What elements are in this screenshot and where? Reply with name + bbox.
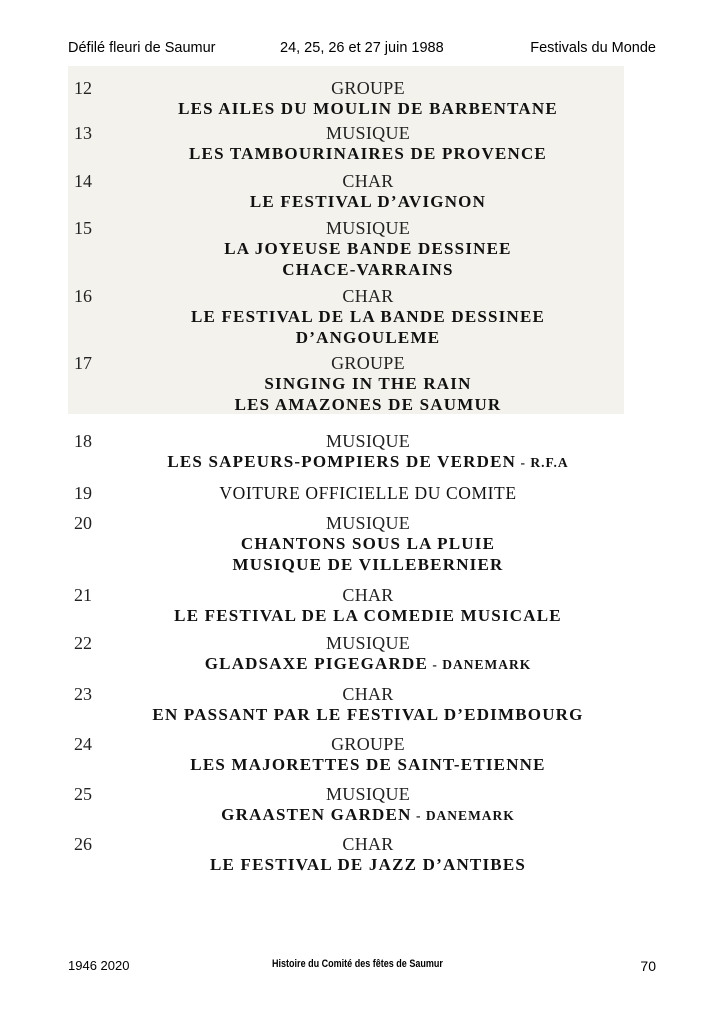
entry-number: 14 <box>74 171 92 191</box>
entry-number: 16 <box>74 286 92 306</box>
parade-entry <box>60 123 676 164</box>
entry-name-text: LE FESTIVAL DE LA BANDE DESSINEE <box>190 307 546 326</box>
entry-country: R.F.A <box>530 455 569 470</box>
entry-name-text: GRAASTEN GARDEN <box>221 805 412 824</box>
parade-entry <box>60 513 676 575</box>
parade-entry <box>60 633 676 675</box>
entry-number: 21 <box>74 585 92 605</box>
entry-name <box>60 394 676 415</box>
entry-name-text: VOITURE OFFICIELLE DU COMITE <box>219 483 517 503</box>
entry-country: DANEMARK <box>425 808 515 823</box>
entry-name-text: LA JOYEUSE BANDE DESSINEE <box>224 239 512 258</box>
entry-country: DANEMARK <box>442 657 532 672</box>
parade-entry <box>60 684 676 725</box>
parade-entry <box>60 784 676 826</box>
parade-entry <box>60 218 676 280</box>
parade-entry <box>60 734 676 775</box>
entry-name-text: CHACE-VARRAINS <box>282 260 454 279</box>
country-separator: - <box>516 455 531 470</box>
entry-number: 17 <box>74 353 92 373</box>
entry-name <box>60 98 676 119</box>
entry-name <box>60 754 676 775</box>
header-section-title: Festivals du Monde <box>530 40 656 56</box>
parade-entry <box>60 171 676 212</box>
entry-name <box>60 854 676 875</box>
entry-name-text: GLADSAXE PIGEGARDE <box>204 654 429 673</box>
entry-category: GROUPE <box>331 353 405 373</box>
entry-number: 22 <box>74 633 92 653</box>
entry-number: 15 <box>74 218 92 238</box>
footer-book-title: Histoire du Comité des fêtes de Saumur <box>272 958 443 970</box>
header-dates: 24, 25, 26 et 27 juin 1988 <box>280 40 444 56</box>
entry-name-text: LE FESTIVAL D’AVIGNON <box>249 192 487 211</box>
entry-number: 19 <box>74 483 92 503</box>
entry-name <box>60 143 676 164</box>
entry-number: 18 <box>74 431 92 451</box>
entry-number: 24 <box>74 734 92 754</box>
entry-number: 26 <box>74 834 92 854</box>
parade-entry <box>60 483 676 504</box>
parade-entry <box>60 431 676 473</box>
entry-category: CHAR <box>342 684 394 704</box>
entry-name-text: EN PASSANT PAR LE FESTIVAL D’EDIMBOURG <box>152 705 584 724</box>
entry-category: MUSIQUE <box>325 123 411 143</box>
entry-name <box>60 483 676 504</box>
entry-name-text: LES TAMBOURINAIRES DE PROVENCE <box>189 144 547 163</box>
entry-name <box>60 704 676 725</box>
entry-name-text: LES AILES DU MOULIN DE BARBENTANE <box>178 99 558 118</box>
entry-name <box>60 605 676 626</box>
parade-entry <box>60 78 676 119</box>
entry-category: GROUPE <box>331 734 405 754</box>
entry-name <box>60 533 676 554</box>
entry-name <box>60 306 676 327</box>
entry-name <box>60 259 676 280</box>
entry-name <box>60 451 676 473</box>
entry-name <box>60 191 676 212</box>
entry-name-text: MUSIQUE DE VILLEBERNIER <box>232 555 504 574</box>
entry-number: 20 <box>74 513 92 533</box>
header-event-title: Défilé fleuri de Saumur <box>68 40 216 56</box>
entry-name <box>60 238 676 259</box>
entry-name-text: LES AMAZONES DE SAUMUR <box>234 395 502 414</box>
parade-entry <box>60 585 676 626</box>
entry-name <box>60 554 676 575</box>
footer-years: 1946 2020 <box>68 958 130 973</box>
entry-category: MUSIQUE <box>325 513 411 533</box>
entry-category: MUSIQUE <box>325 431 411 451</box>
parade-entry <box>60 286 676 348</box>
entry-category: MUSIQUE <box>325 633 411 653</box>
entry-name-text: SINGING IN THE RAIN <box>264 374 472 393</box>
entry-name <box>60 653 676 675</box>
parade-entry <box>60 353 676 415</box>
entry-category: CHAR <box>342 834 394 854</box>
entry-name-text: CHANTONS SOUS LA PLUIE <box>240 534 496 553</box>
entry-name-text: LE FESTIVAL DE LA COMEDIE MUSICALE <box>174 606 562 625</box>
entry-number: 23 <box>74 684 92 704</box>
entry-category: CHAR <box>342 585 394 605</box>
entry-number: 12 <box>74 78 92 98</box>
entry-category: CHAR <box>342 171 394 191</box>
entry-name <box>60 327 676 348</box>
country-separator: - <box>411 808 426 823</box>
entry-name <box>60 804 676 826</box>
entry-category: GROUPE <box>331 78 405 98</box>
entry-category: CHAR <box>342 286 394 306</box>
entry-name-text: D’ANGOULEME <box>295 328 441 347</box>
entry-name-text: LES MAJORETTES DE SAINT-ETIENNE <box>190 755 546 774</box>
country-separator: - <box>428 657 443 672</box>
page-footer <box>68 958 656 978</box>
entry-name-text: LE FESTIVAL DE JAZZ D’ANTIBES <box>209 855 527 874</box>
entry-category: MUSIQUE <box>325 784 411 804</box>
page-number: 70 <box>640 958 656 974</box>
entry-number: 13 <box>74 123 92 143</box>
parade-entry <box>60 834 676 875</box>
entry-category: MUSIQUE <box>325 218 411 238</box>
entry-number: 25 <box>74 784 92 804</box>
entry-name-text: LES SAPEURS-POMPIERS DE VERDEN <box>167 452 517 471</box>
entry-name <box>60 373 676 394</box>
